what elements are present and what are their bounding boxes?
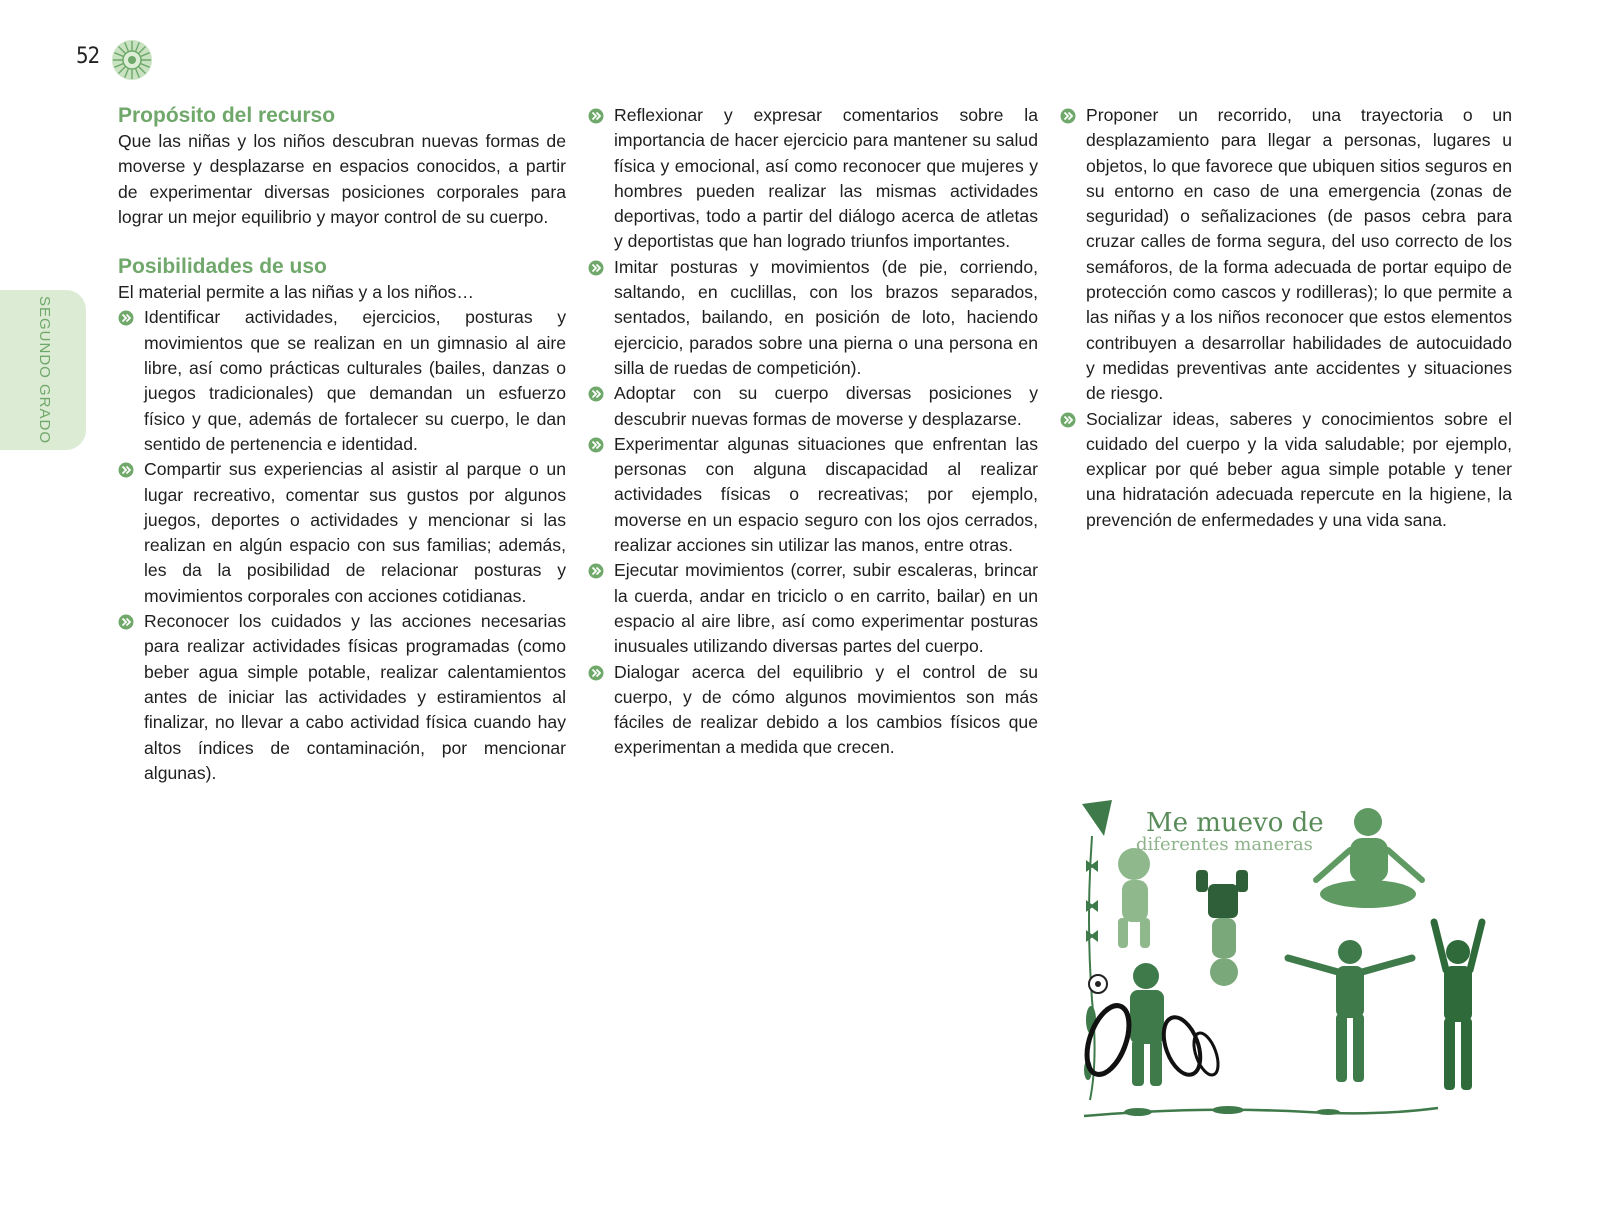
list-item-text: Ejecutar movimientos (correr, subir escaleras, brincar la cuerda, andar en triciclo o en carrito, bailar) en un espacio al aire libre, así como experimentar posturas inusuales utilizando diversas partes del cuerpo.: [614, 560, 1038, 657]
uses-heading: Posibilidades de uso: [118, 255, 327, 279]
uses-list-continued: [588, 103, 1038, 761]
poster-title-line1: Me muevo de: [1146, 808, 1324, 838]
double-chevron-bullet-icon: [1060, 108, 1076, 124]
kite-icon: [1082, 800, 1112, 836]
column-1: [118, 103, 566, 786]
double-chevron-bullet-icon: [118, 614, 134, 630]
list-item-text: Identificar actividades, ejercicios, posturas y movimientos que se realizan en un gimnasio al aire libre, así como prácticas culturales (bailes, danzas o juegos tradicionales) que demandan un esfuerzo físico y que, además de fortalecer su cuerpo, le dan sentido de pertenencia e identidad.: [144, 307, 566, 454]
uses-list-continued-2: [1060, 103, 1512, 533]
list-item-text: Compartir sus experiencias al asistir al parque o un lugar recreativo, comentar sus gustos por algunos juegos, deportes o actividades y mencionar si las realizan en algún espacio con sus familias; además, les da la posibilidad de relacionar posturas y movimientos corporales con acciones cotidianas.: [144, 459, 566, 606]
list-item: [588, 103, 1038, 255]
grade-side-tab-label: SEGUNDO GRADO: [36, 296, 53, 445]
column-2: [588, 103, 1038, 761]
rosette-ornament-icon: [110, 38, 154, 82]
list-item-text: Imitar posturas y movimientos (de pie, corriendo, saltando, en cuclillas, con los brazos separados, sentados, bailando, en posición de loto, haciendo ejercicio, parados sobre una pierna o una persona en silla de ruedas de competición).: [614, 256, 1038, 378]
double-chevron-bullet-icon: [588, 260, 604, 276]
list-item: [588, 381, 1038, 432]
list-item-text: Dialogar acerca del equilibrio y el control de su cuerpo, y de cómo algunos movimientos son más fáciles de realizar debido a los cambios físicos que experimentan a medida que crecen.: [614, 661, 1038, 758]
poster-title-line2: diferentes maneras: [1136, 834, 1313, 855]
double-chevron-bullet-icon: [588, 665, 604, 681]
double-chevron-bullet-icon: [588, 386, 604, 402]
list-item: [118, 609, 566, 786]
double-chevron-bullet-icon: [1060, 412, 1076, 428]
purpose-heading: Propósito del recurso: [118, 104, 336, 127]
uses-intro: El material permite a las niñas y a los niños…: [118, 282, 474, 303]
uses-list: [118, 305, 566, 786]
list-item-text: Socializar ideas, saberes y conocimientos sobre el cuidado del cuerpo y la vida saludable; por ejemplo, explicar por qué beber agua simple potable y tener una hidratación adecuada repercute en la higiene, la prevención de enfermedades y una vida sana.: [1086, 408, 1512, 530]
double-chevron-bullet-icon: [588, 437, 604, 453]
double-chevron-bullet-icon: [118, 462, 134, 478]
list-item-text: Reconocer los cuidados y las acciones necesarias para realizar actividades físicas programadas (como beber agua simple potable, realizar calentamientos antes de iniciar las actividades y estiramientos al finalizar, no llevar a cabo actividad física cuando hay altos índices de contaminación, por mencionar algunas).: [144, 611, 566, 783]
purpose-paragraph: Que las niñas y los niños descubran nuevas formas de moverse y desplazarse en espacios conocidos, a partir de experimentar diversas posiciones corporales para lograr un mejor equilibrio y mayor control de su cuerpo.: [118, 131, 566, 227]
list-item: [118, 457, 566, 609]
double-chevron-bullet-icon: [588, 108, 604, 124]
list-item-text: Experimentar algunas situaciones que enfrentan las personas con alguna discapacidad al realizar actividades físicas o recreativas; por ejemplo, moverse en un espacio seguro con los ojos cerrados, realizar acciones sin utilizar las manos, entre otras.: [614, 433, 1038, 556]
list-item: [1060, 407, 1512, 533]
list-item-text: Reflexionar y expresar comentarios sobre la importancia de hacer ejercicio para mantener su salud física y emocional, así como reconocer que mujeres y hombres pueden realizar las mismas actividades deportivas, todo a partir del diálogo acerca de atletas y deportistas que han logrado triunfos importantes.: [614, 105, 1038, 252]
list-item: [588, 558, 1038, 659]
page-number: 52: [76, 44, 100, 69]
column-3: [1060, 103, 1512, 533]
list-item: [588, 255, 1038, 381]
list-item-text: Adoptar con su cuerpo diversas posiciones y descubrir nuevas formas de moverse y desplazarse.: [614, 383, 1038, 429]
list-item: [588, 660, 1038, 761]
double-chevron-bullet-icon: [588, 563, 604, 579]
list-item-text: Proponer un recorrido, una trayectoria o un desplazamiento para llegar a personas, lugares u objetos, lo que favorece que ubiquen sitios seguros en su entorno en caso de una emergencia (zonas de seguridad) o señalizaciones (de pasos cebra para cruzar calles de forma segura, del uso correcto de los semáforos, de la forma adecuada de portar equipo de protección como cascos y rodilleras); lo que permite a las niñas y a los niños reconocer que estos elementos contribuyen a desarrollar habilidades de autocuidado y medidas preventivas ante accidentes y situaciones de riesgo.: [1086, 105, 1512, 404]
list-item: [118, 305, 566, 457]
list-item: [588, 432, 1038, 558]
list-item: [1060, 103, 1512, 407]
double-chevron-bullet-icon: [118, 310, 134, 326]
